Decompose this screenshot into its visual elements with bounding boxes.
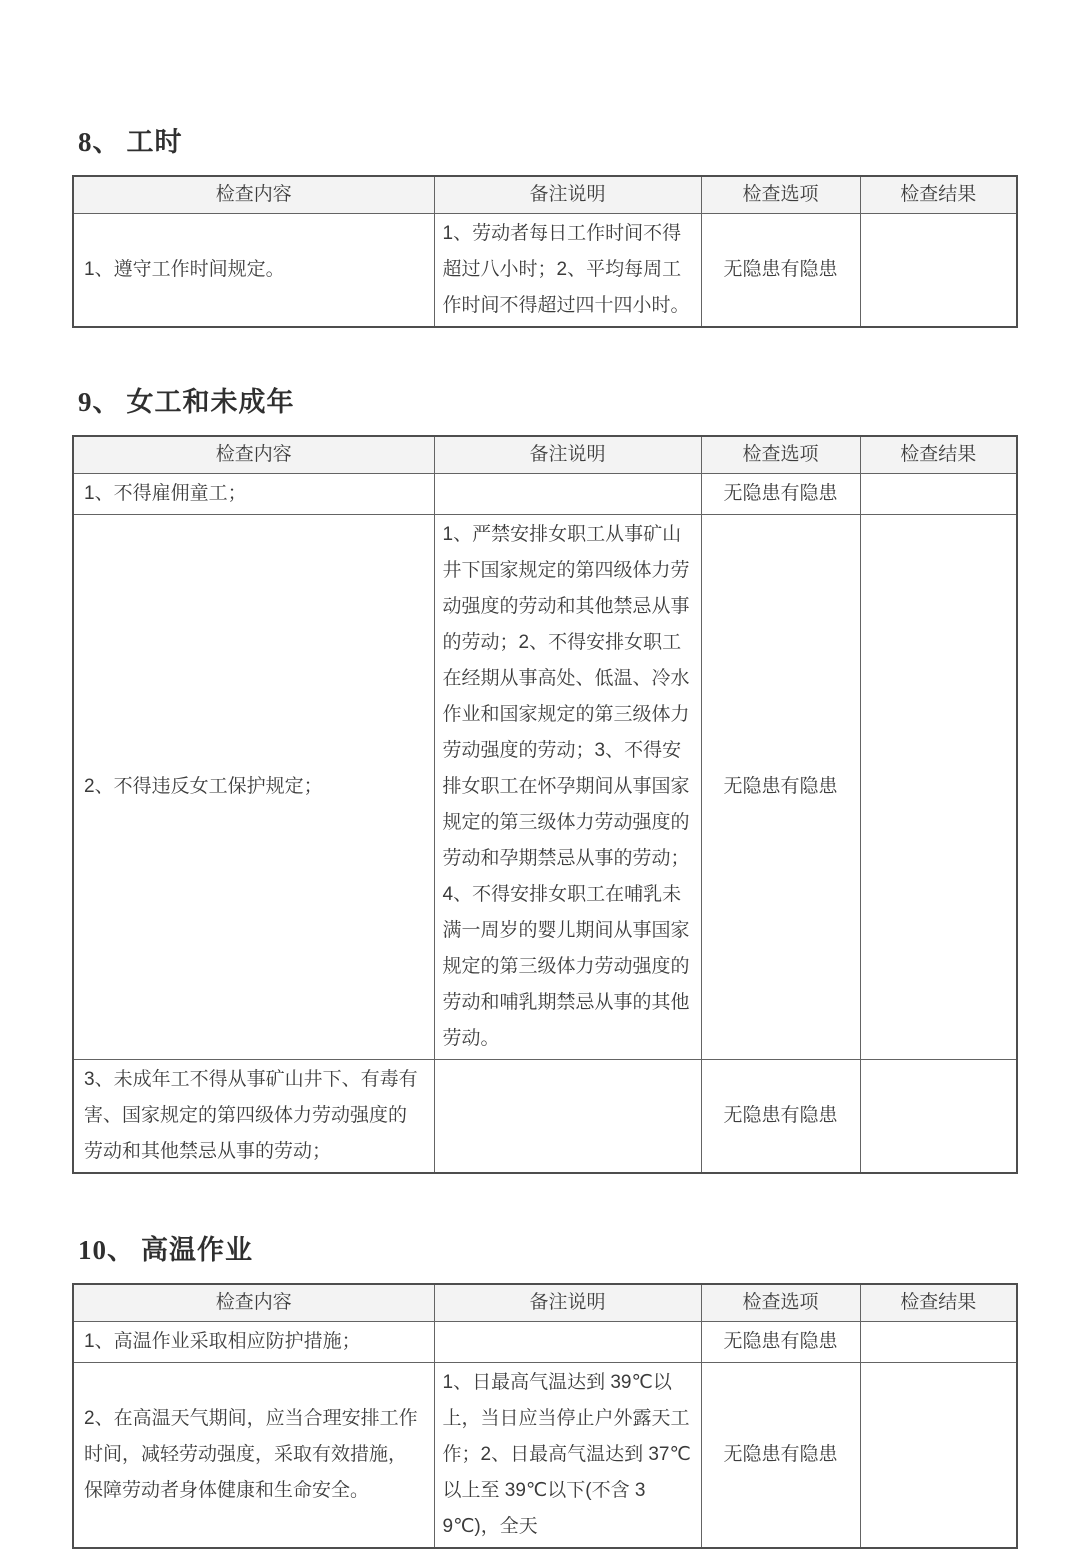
cell-result: [860, 474, 1017, 515]
col-header-result: 检查结果: [860, 176, 1017, 214]
cell-remark: [434, 474, 701, 515]
table-row: [73, 1060, 1017, 1174]
col-header-options: 检查选项: [701, 1284, 860, 1322]
section-name: 工时: [126, 127, 183, 157]
cell-remark: 1、日最高气温达到 39℃以上，当日应当停止户外露天工作；2、日最高气温达到 37℃以上至 39℃以下(不含 39℃)，全天: [434, 1363, 701, 1549]
cell-options: 无隐患有隐患: [701, 515, 860, 1060]
section-female-and-minor-workers: [72, 386, 1016, 1174]
cell-result: [860, 1322, 1017, 1363]
cell-options: 无隐患有隐患: [701, 1363, 860, 1549]
col-header-result: 检查结果: [860, 436, 1017, 474]
cell-result: [860, 1363, 1017, 1549]
inspection-table-high-temperature: [72, 1283, 1018, 1549]
table-row: [73, 1322, 1017, 1363]
cell-inspection-content: 3、未成年工不得从事矿山井下、有毒有害、国家规定的第四级体力劳动强度的劳动和其他禁忌从事的劳动；: [73, 1060, 434, 1174]
table-header-row: [73, 436, 1017, 474]
col-header-inspection-content: 检查内容: [73, 176, 434, 214]
table-row: [73, 1363, 1017, 1549]
col-header-remark: 备注说明: [434, 1284, 701, 1322]
section-number: 9、: [78, 387, 121, 417]
section-title: [78, 126, 1016, 158]
cell-result: [860, 1060, 1017, 1174]
cell-options: 无隐患有隐患: [701, 474, 860, 515]
section-title: [78, 386, 1016, 418]
table-row: [73, 515, 1017, 1060]
cell-result: [860, 214, 1017, 328]
cell-inspection-content: 2、在高温天气期间，应当合理安排工作时间，减轻劳动强度，采取有效措施，保障劳动者身体健康和生命安全。: [73, 1363, 434, 1549]
cell-options: 无隐患有隐患: [701, 214, 860, 328]
cell-inspection-content: 1、不得雇佣童工；: [73, 474, 434, 515]
table-header-row: [73, 176, 1017, 214]
cell-remark: 1、劳动者每日工作时间不得超过八小时；2、平均每周工作时间不得超过四十四小时。: [434, 214, 701, 328]
inspection-table-female-and-minor: [72, 435, 1018, 1174]
cell-inspection-content: 1、高温作业采取相应防护措施；: [73, 1322, 434, 1363]
table-row: [73, 474, 1017, 515]
cell-result: [860, 515, 1017, 1060]
cell-remark: 1、严禁安排女职工从事矿山井下国家规定的第四级体力劳动强度的劳动和其他禁忌从事的劳动；2、不得安排女职工在经期从事高处、低温、冷水作业和国家规定的第三级体力劳动强度的劳动；3、不得安排女职工在怀孕期间从事国家规定的第三级体力劳动强度的劳动和孕期禁忌从事的劳动；4、不得安排女职工在哺乳未满一周岁的婴儿期间从事国家规定的第三级体力劳动强度的劳动和哺乳期禁忌从事的其他劳动。: [434, 515, 701, 1060]
cell-inspection-content: 2、不得违反女工保护规定；: [73, 515, 434, 1060]
section-title: [78, 1234, 1016, 1266]
table-header-row: [73, 1284, 1017, 1322]
section-name: 女工和未成年: [126, 387, 295, 417]
col-header-remark: 备注说明: [434, 176, 701, 214]
inspection-table-working-hours: [72, 175, 1018, 328]
col-header-result: 检查结果: [860, 1284, 1017, 1322]
section-number: 10、: [78, 1235, 135, 1265]
cell-remark: [434, 1322, 701, 1363]
col-header-options: 检查选项: [701, 176, 860, 214]
section-high-temperature-work: [72, 1234, 1016, 1549]
col-header-inspection-content: 检查内容: [73, 436, 434, 474]
col-header-remark: 备注说明: [434, 436, 701, 474]
section-number: 8、: [78, 127, 121, 157]
col-header-options: 检查选项: [701, 436, 860, 474]
cell-remark: [434, 1060, 701, 1174]
cell-options: 无隐患有隐患: [701, 1060, 860, 1174]
table-row: [73, 214, 1017, 328]
col-header-inspection-content: 检查内容: [73, 1284, 434, 1322]
section-working-hours: [72, 126, 1016, 328]
cell-inspection-content: 1、遵守工作时间规定。: [73, 214, 434, 328]
cell-options: 无隐患有隐患: [701, 1322, 860, 1363]
section-name: 高温作业: [141, 1235, 253, 1265]
